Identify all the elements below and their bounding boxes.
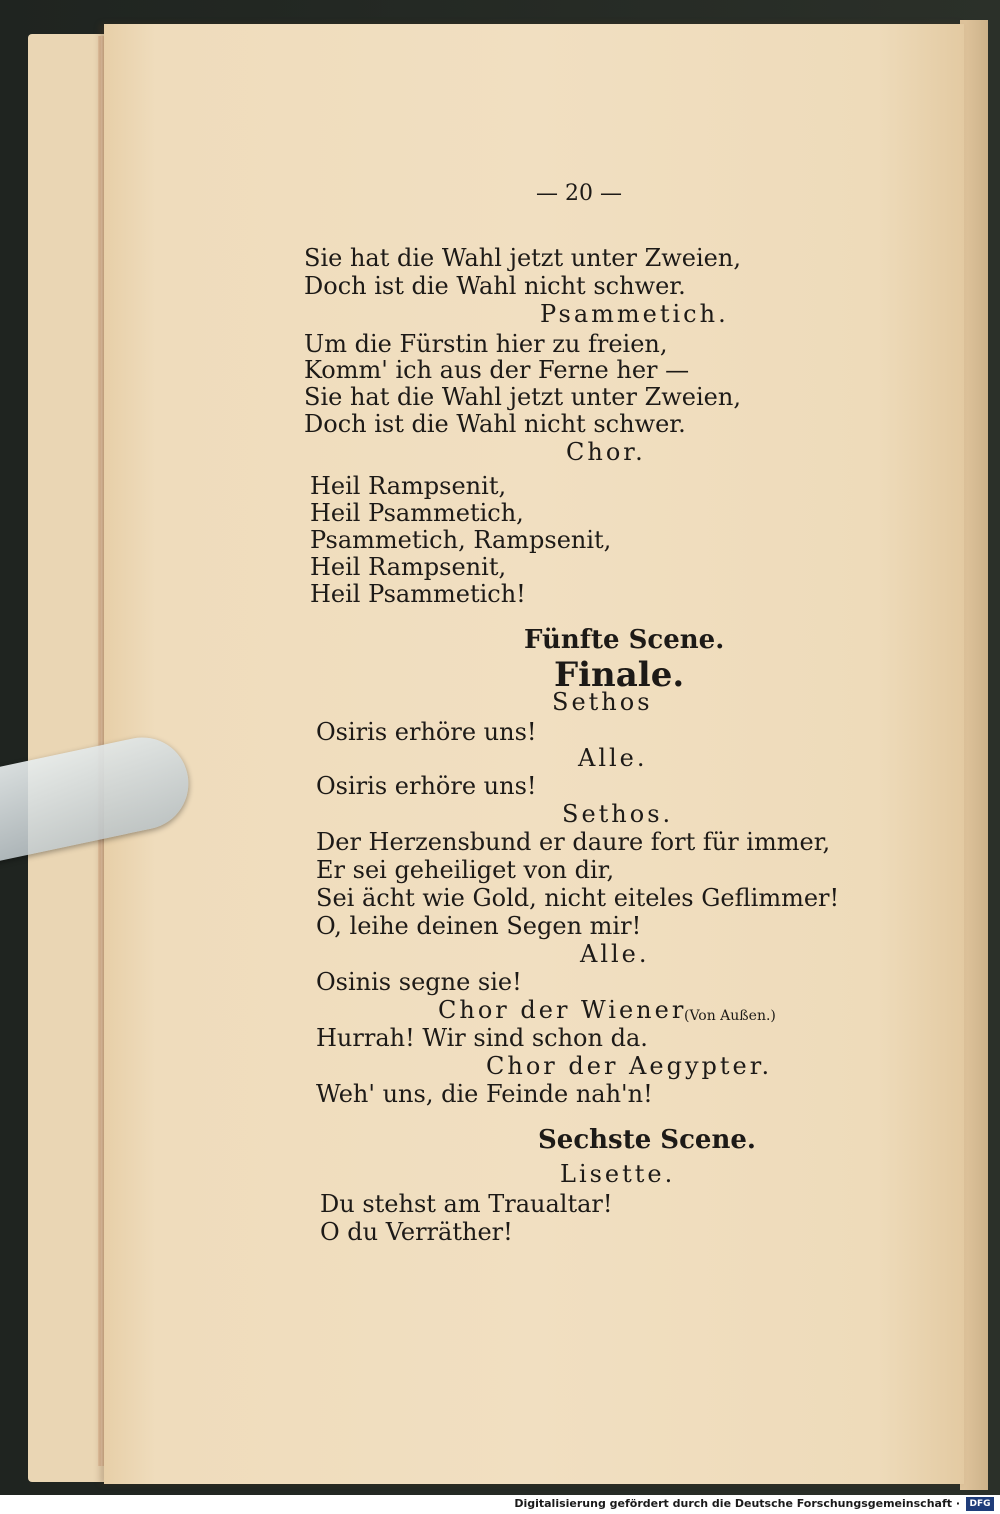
text-line: Psammetich, Rampsenit, — [310, 526, 612, 554]
text-line: Osinis segne sie! — [316, 968, 522, 996]
text-line: O, leihe deinen Segen mir! — [316, 912, 642, 940]
scene-heading: Fünfte Scene. — [524, 625, 725, 655]
speaker-name: Sethos — [552, 688, 653, 716]
speaker-name: Psammetich. — [540, 300, 729, 328]
speaker-name: Chor. — [566, 438, 646, 466]
text-line: Weh' uns, die Feinde nah'n! — [316, 1080, 653, 1108]
speaker-name: Chor der Wiener — [438, 996, 687, 1024]
speaker-name: Alle. — [580, 940, 650, 968]
funding-credit: Digitalisierung gefördert durch die Deutsche Forschungsgemeinschaft · — [514, 1497, 960, 1510]
text-line: Heil Psammetich! — [310, 580, 526, 608]
text-line: Heil Rampsenit, — [310, 553, 507, 581]
text-line: Doch ist die Wahl nicht schwer. — [304, 272, 686, 300]
stage-direction: (Von Außen.) — [684, 1008, 776, 1024]
text-line: Um die Fürstin hier zu freien, — [304, 330, 668, 358]
text-line: Osiris erhöre uns! — [316, 772, 537, 800]
speaker-name: Lisette. — [560, 1160, 676, 1188]
text-line: Du stehst am Traualtar! — [320, 1190, 613, 1218]
text-line: Der Herzensbund er daure fort für immer, — [316, 828, 831, 856]
speaker-name: Alle. — [578, 744, 648, 772]
text-line: O du Verräther! — [320, 1218, 513, 1246]
text-line: Er sei geheiliget von dir, — [316, 856, 615, 884]
dfg-logo: DFG — [966, 1497, 994, 1511]
scene-heading: Sechste Scene. — [538, 1125, 756, 1155]
book-page — [104, 24, 964, 1484]
text-line: Sie hat die Wahl jetzt unter Zweien, — [304, 244, 741, 272]
page-number: — 20 — — [536, 181, 622, 206]
text-line: Heil Psammetich, — [310, 499, 524, 527]
text-line: Heil Rampsenit, — [310, 472, 507, 500]
text-line: Hurrah! Wir sind schon da. — [316, 1024, 648, 1052]
speaker-name: Chor der Aegypter. — [486, 1052, 773, 1080]
text-line: Sie hat die Wahl jetzt unter Zweien, — [304, 383, 741, 411]
page-right-edge — [960, 20, 988, 1490]
text-line: Sei ächt wie Gold, nicht eiteles Geflimmer! — [316, 884, 840, 912]
text-line: Komm' ich aus der Ferne her — — [304, 356, 690, 384]
text-line: Osiris erhöre uns! — [316, 718, 537, 746]
footer-bar — [0, 1495, 1000, 1514]
speaker-name: Sethos. — [562, 800, 674, 828]
text-line: Doch ist die Wahl nicht schwer. — [304, 410, 686, 438]
finale-heading: Finale. — [554, 655, 685, 695]
